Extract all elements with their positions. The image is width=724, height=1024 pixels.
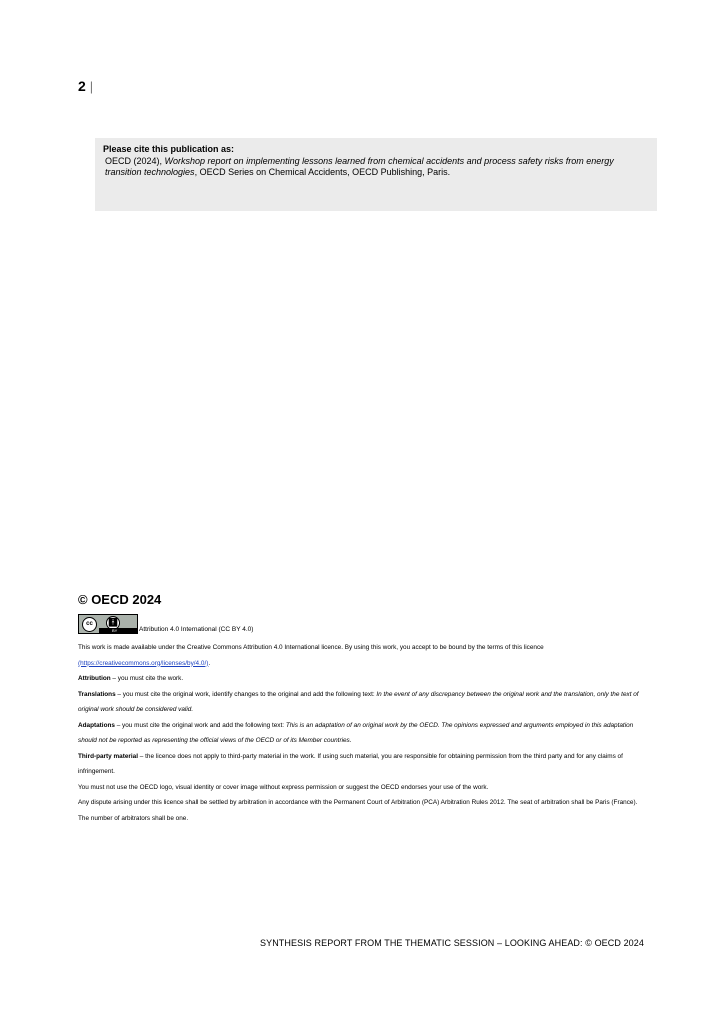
third-party-text: – the licence does not apply to third-party material in the work. If using such material, you are responsible for obtaining permission from the third party and for any claims of infringement. — [78, 752, 623, 775]
cc-licence-row — [78, 614, 678, 634]
licence-link-line — [78, 656, 646, 672]
page-number-separator: | — [89, 79, 94, 94]
attribution-heading: Attribution — [78, 675, 111, 682]
citation-heading: Please cite this publication as: — [103, 144, 235, 154]
translations-italic: In the event of any discrepancy between the original work and the translation, only the text of original work should be considered valid. — [78, 690, 639, 713]
licence-link[interactable]: (https://creativecommons.org/licenses/by/4.0/) — [78, 659, 209, 667]
licence-label: Attribution 4.0 International (CC BY 4.0) — [139, 626, 254, 633]
adaptations-paragraph — [78, 718, 646, 749]
cc-by-badge-icon — [78, 614, 138, 634]
translations-heading: Translations — [78, 690, 116, 698]
adaptations-italic: This is an adaptation of an original work by the OECD. The opinions expressed and arguments employed in this adaptation should not be reported as representing the official views of the OECD or of its Member countries. — [78, 721, 634, 744]
citation-prefix: OECD (2024), — [105, 155, 165, 166]
logo-notice-paragraph: You must not use the OECD logo, visual identity or cover image without express permission or suggest the OECD endorses your use of the work. — [78, 783, 489, 791]
citation-text — [103, 156, 649, 179]
adaptations-heading: Adaptations — [78, 721, 115, 729]
third-party-heading: Third-party material — [78, 752, 139, 760]
licence-link-suffix: . — [208, 659, 211, 667]
citation-title: Workshop report on implementing lessons learned from chemical accidents and process safety risks from energy transition technologies — [105, 155, 614, 177]
licence-intro — [78, 640, 646, 656]
page-footer: SYNTHESIS REPORT FROM THE THEMATIC SESSION – LOOKING AHEAD: © OECD 2024 — [260, 938, 644, 948]
page-number-value: 2 — [78, 78, 86, 94]
third-party-paragraph — [78, 749, 646, 780]
copyright-heading: © OECD 2024 — [78, 592, 162, 607]
citation-suffix: , OECD Series on Chemical Accidents, OECD Publishing, Paris. — [194, 167, 451, 177]
adaptations-text: – you must cite the original work and add the following text: — [114, 721, 286, 729]
page-number — [78, 78, 93, 94]
by-label: BY — [112, 628, 118, 633]
attribution-person-icon: 🚹︎ — [106, 616, 120, 630]
licence-intro-text: This work is made available under the Creative Commons Attribution 4.0 International licence. By using this work, you accept to be bound by the terms of this licence — [78, 644, 544, 651]
attribution-text: – you must cite the work. — [110, 675, 184, 682]
translations-paragraph — [78, 687, 646, 718]
translations-text: – you must cite the original work, identify changes to the original and add the following text: — [115, 690, 377, 698]
attribution-paragraph — [78, 671, 646, 687]
cc-circle-icon: cc — [82, 617, 97, 632]
badge-strip — [99, 628, 137, 633]
dispute-paragraph: Any dispute arising under this licence shall be settled by arbitration in accordance with the Permanent Court of Arbitration (PCA) Arbitration Rules 2012. The seat of arbitration shall be Paris (France). The number of arbitrators shall be one. — [78, 799, 638, 822]
citation-box — [95, 138, 657, 211]
licence-text — [78, 640, 646, 826]
